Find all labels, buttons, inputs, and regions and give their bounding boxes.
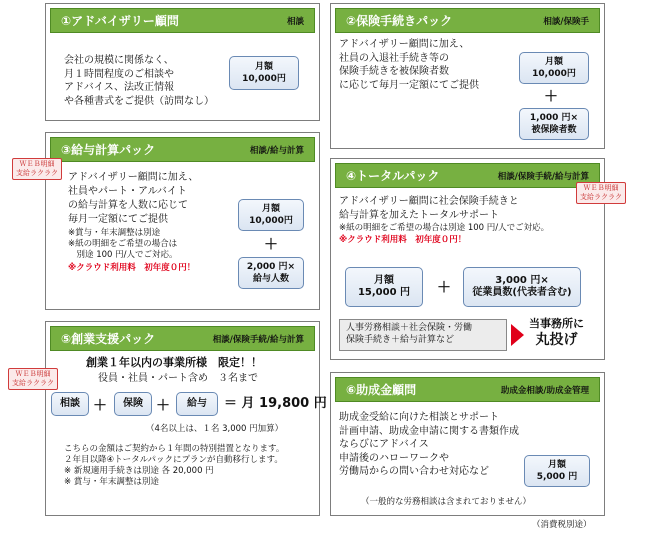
desc-line: に応じて毎月一定額にてご提供 [339, 79, 479, 91]
plan-header [335, 163, 600, 188]
desc-line: 毎月一定額にてご提供 [68, 214, 168, 225]
price-box-per-person [463, 267, 581, 307]
price-box [519, 52, 589, 84]
note-line: ※ 新規適用手続きは別途 各 20,000 円 [64, 466, 214, 476]
desc-line: 給与計算を加えたトータルサポート [339, 209, 499, 221]
price-value: 10,000円 [242, 74, 286, 84]
plan-card-total [330, 158, 605, 360]
desc-line: ならびにアドバイス [339, 439, 429, 450]
plan-header [335, 8, 600, 33]
item-box-payroll: 給与 [176, 392, 218, 416]
price-unit: 被保険者数 [531, 125, 577, 135]
web-payslip-badge: ＷＥＢ明細 支給ラクラク [576, 182, 626, 204]
item-box-consult: 相談 [51, 392, 89, 416]
plan-card-payroll [45, 132, 320, 310]
price-value: 10,000円 [249, 216, 293, 226]
desc-line: 計画申請、助成金申請に関する書類作成 [339, 425, 519, 437]
price-value: 10,000円 [532, 69, 576, 79]
desc-line: 月１時間程度のご相談や [64, 68, 174, 80]
plan-tag: 相談/保険手 [543, 16, 589, 27]
price-unit: 従業員数(代表者含む) [472, 287, 572, 298]
note-line: 別途 100 円/人でご対応。 [68, 250, 178, 260]
desc-line: アドバイザリー顧問に加え、 [68, 172, 199, 183]
startup-headline: 創業１年以内の事業所様 限定！！ [86, 356, 262, 369]
desc-line: 助成金受給に向けた相談とサポート [339, 412, 499, 423]
plan-title: ⑥助成金顧問 [346, 383, 417, 397]
desc-line: 会社の規模に関係なく、 [64, 55, 174, 66]
callout-emphasis: 丸投げ [535, 331, 578, 348]
plan-tag: 相談 [286, 16, 304, 27]
price-label: 月額 [254, 62, 273, 72]
desc-line: 社員やパート・アルバイト [68, 186, 187, 197]
plan-tag: 助成金相談/助成金管理 [500, 385, 589, 396]
price-rate: 3,000 円× [495, 275, 549, 286]
desc-line: アドバイザリー顧問に加え、 [339, 39, 470, 50]
plan-note: ※紙の明細をご希望の場合は別途 100 円/人でご対応。 [339, 223, 550, 233]
plan-description [339, 38, 479, 92]
desc-line: 労働局からの問い合わせ対応など [339, 466, 489, 477]
startup-eligibility: 役員・社員・パート含め ３名まで [98, 373, 258, 384]
desc-line: 社員の入退社手続き等の [339, 52, 449, 64]
price-box [229, 56, 299, 90]
arrow-right-icon [511, 324, 524, 346]
plan-notes [68, 228, 178, 261]
plus-sign: ＋ [93, 398, 107, 414]
scope-line: 人事労務相談＋社会保険・労働 [346, 323, 473, 333]
price-label: 月額 [261, 204, 280, 214]
plus-sign: ＋ [264, 237, 278, 253]
price-rate: 1,000 円× [529, 113, 579, 123]
desc-line: や各種書式をご提供（訪問なし） [64, 95, 214, 107]
plan-notes [64, 444, 284, 488]
plan-title: ②保険手続きパック [346, 14, 453, 28]
plan-card-startup [45, 321, 327, 516]
note-line: ※賞与・年末調整は別途 [68, 228, 161, 238]
note-line: ※ 賞与・年末調整は別途 [64, 477, 159, 487]
note-line: こちらの金額はご契約から１年間の特別措置となります。 [64, 444, 285, 454]
plus-sign: ＋ [156, 398, 170, 414]
plan-header [50, 326, 315, 351]
item-box-insurance: 保険 [114, 392, 152, 416]
outsourcing-callout [529, 317, 584, 349]
price-box-per-person [519, 108, 589, 140]
price-rate: 2,000 円× [246, 262, 296, 272]
additional-fee-note: （4名以上は、１名 3,000 円加算） [146, 424, 284, 434]
plus-sign: ＋ [437, 280, 451, 296]
plan-description [339, 411, 519, 479]
price-label: 月額 [374, 275, 394, 286]
price-box [524, 455, 590, 487]
plan-description [64, 54, 214, 108]
note-line: ２年目以降④トータルパックにプランが自動移行します。 [64, 455, 283, 465]
cloud-fee-notice: ※クラウド利用料 初年度０円！ [68, 263, 196, 273]
plan-tag: 相談/保険手続/給与計算 [497, 171, 589, 182]
plan-title: ⑤創業支援パック [61, 332, 156, 346]
plan-card-subsidy [330, 372, 605, 516]
plan-header [335, 377, 600, 402]
price-label: 月額 [544, 57, 563, 67]
plan-header [50, 137, 315, 162]
desc-line: 保険手続きを被保険者数 [339, 66, 449, 77]
plan-card-advisory [45, 3, 320, 121]
price-unit: 給与人数 [252, 274, 289, 284]
price-box [238, 199, 304, 231]
desc-line: アドバイス、法改正情報 [64, 82, 174, 93]
price-box [345, 267, 423, 307]
plan-title: ③給与計算パック [61, 143, 156, 157]
plan-tag: 相談/保険手続/給与計算 [212, 334, 304, 345]
plan-header [50, 8, 315, 33]
service-scope-box [339, 319, 507, 351]
callout-line: 当事務所に [529, 317, 584, 330]
price-value: 15,000 円 [357, 287, 411, 298]
cloud-fee-notice: ※クラウド利用料 初年度０円！ [339, 235, 467, 245]
price-box-per-person [238, 257, 304, 289]
desc-line: アドバイザリー顧問に社会保険手続きと [339, 196, 519, 207]
plan-description [339, 195, 519, 222]
price-label: 月額 [547, 460, 566, 470]
desc-line: 申請後のハローワークや [339, 452, 449, 464]
scope-line: 保険手続き＋給与計算など [346, 335, 455, 345]
tax-note: （消費税別途） [532, 520, 592, 530]
plan-title: ①アドバイザリー顧問 [61, 14, 179, 28]
web-payslip-badge: ＷＥＢ明細 支給ラクラク [12, 158, 62, 180]
note-line: ※紙の明細をご希望の場合は [68, 239, 178, 249]
plan-title: ④トータルパック [346, 169, 440, 183]
plan-tag: 相談/給与計算 [249, 145, 304, 156]
price-value: 5,000 円 [536, 472, 578, 482]
web-payslip-badge: ＷＥＢ明細 支給ラクラク [8, 368, 58, 390]
desc-line: の給与計算を人数に応じて [68, 200, 188, 211]
startup-total-price: ＝ 月 19,800 円 [224, 396, 327, 411]
plan-note: （一般的な労務相談は含まれておりません） [361, 497, 532, 507]
plus-sign: ＋ [544, 89, 558, 105]
plan-description [68, 171, 198, 227]
plan-card-insurance [330, 3, 605, 149]
